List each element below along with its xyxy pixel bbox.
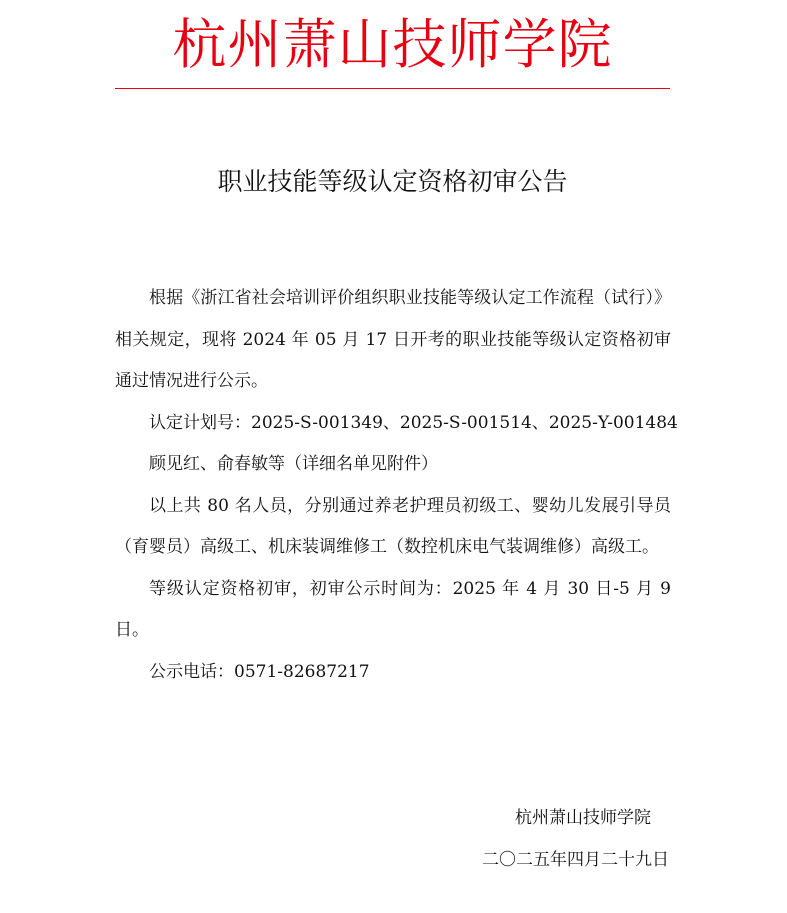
signature-block <box>482 797 669 881</box>
letterhead-title: 杭州萧山技师学院 <box>172 13 613 76</box>
paragraph-publicity-period: 等级认定资格初审，初审公示时间为：2025 年 4 月 30 日-5 月 9 日。 <box>115 578 671 640</box>
letterhead-divider <box>115 88 670 89</box>
paragraph-summary: 以上共 80 名人员，分别通过养老护理员初级工、婴幼儿发展引导员（育婴员）高级工、机床装调维修工（数控机床电气装调维修）高级工。 <box>115 495 671 557</box>
paragraph-contact-phone: 公示电话：0571-82687217 <box>149 661 370 682</box>
document-title: 职业技能等级认定资格初审公告 <box>217 167 568 196</box>
signature-org: 杭州萧山技师学院 <box>515 808 651 828</box>
document-body <box>115 278 678 693</box>
paragraph-names: 顾见红、俞春敏等（详细名单见附件） <box>149 454 438 474</box>
paragraph-basis: 根据《浙江省社会培训评价组织职业技能等级认定工作流程（试行）》相关规定，现将 2024 年 05 月 17 日开考的职业技能等级认定资格初审通过情况进行公示。 <box>115 288 671 391</box>
signature-date: 二〇二五年四月二十九日 <box>482 850 669 870</box>
paragraph-plan-numbers: 认定计划号：2025-S-001349、2025-S-001514、2025-Y-001484 <box>149 412 678 433</box>
